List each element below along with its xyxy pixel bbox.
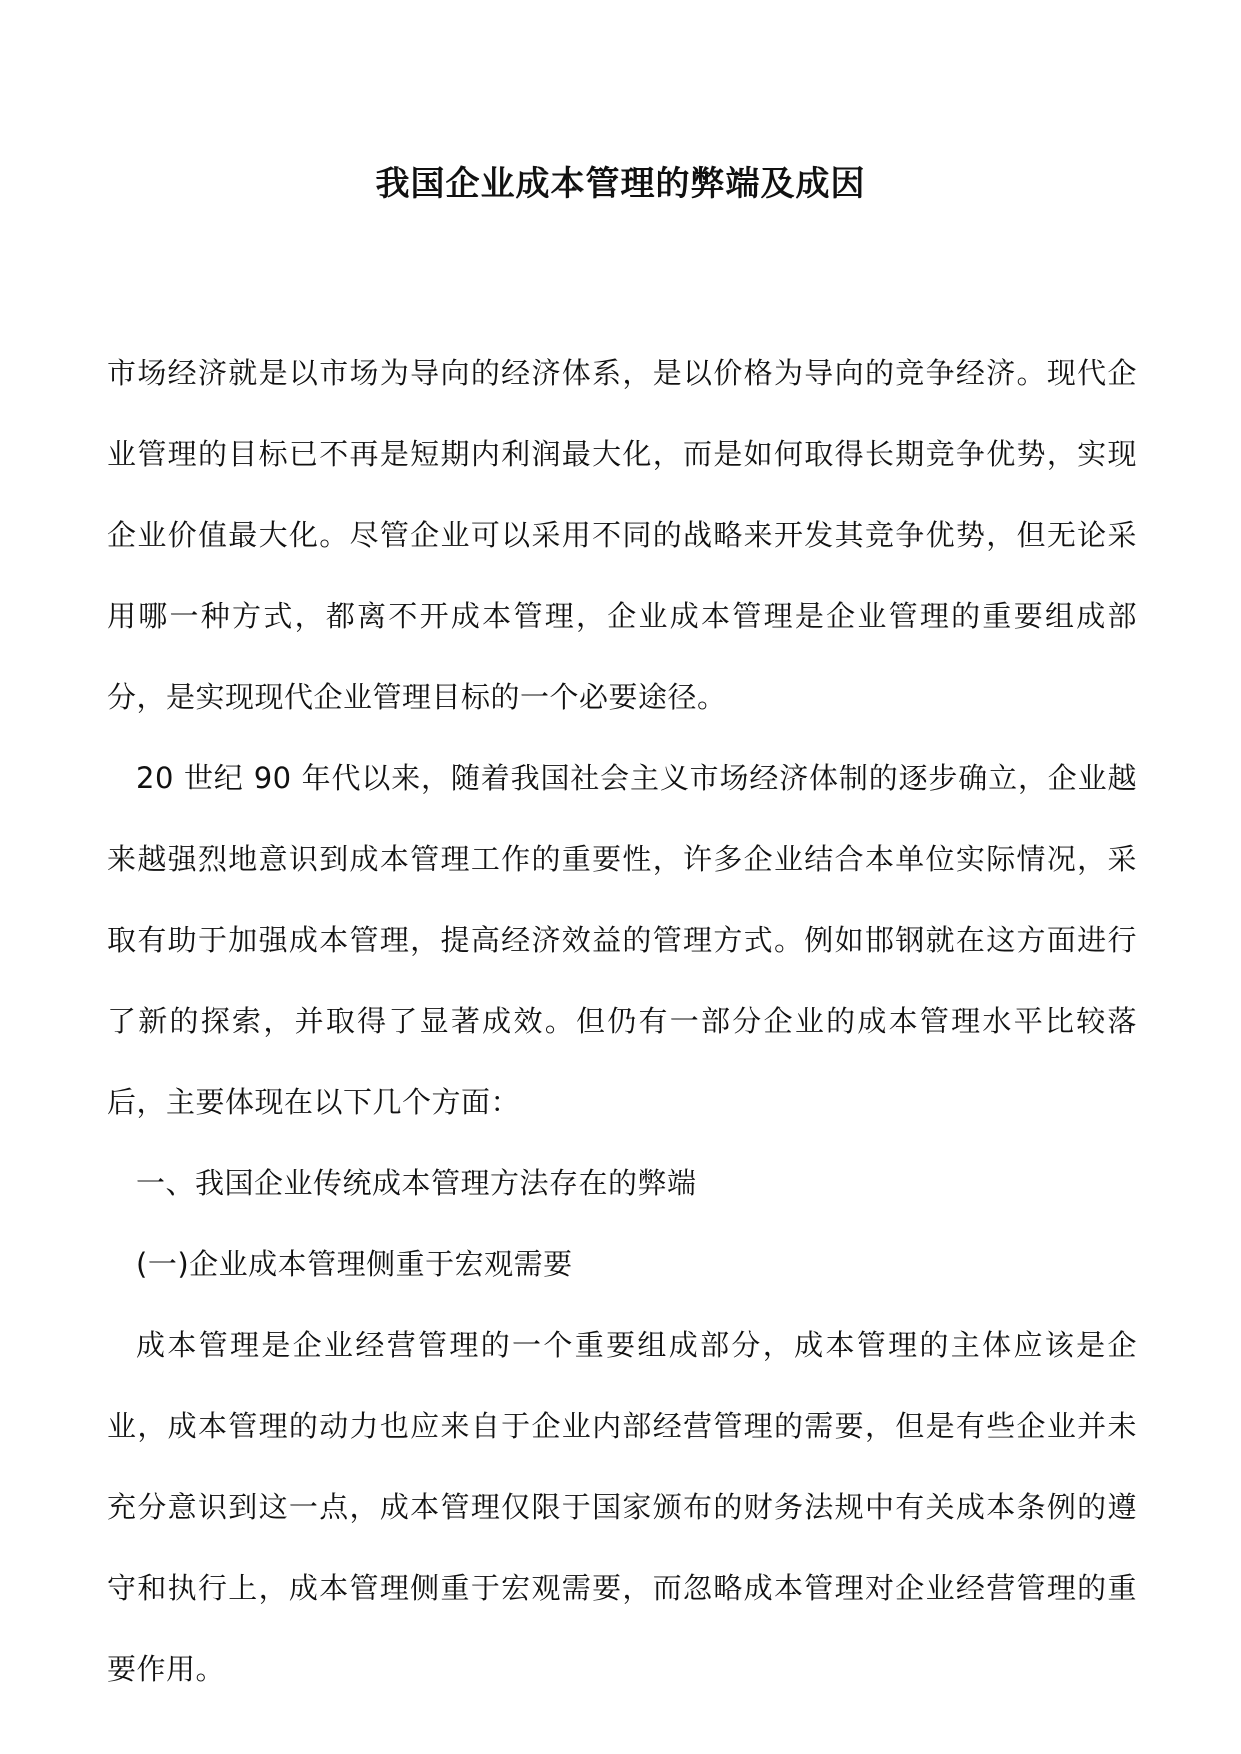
subsection-heading: (一)企业成本管理侧重于宏观需要 (136, 1247, 573, 1281)
document-title: 我国企业成本管理的弊端及成因 (375, 164, 866, 204)
section-heading: 一、我国企业传统成本管理方法存在的弊端 (136, 1166, 697, 1200)
document-body (107, 333, 1137, 1710)
paragraph-cost-management: 成本管理是企业经营管理的一个重要组成部分，成本管理的主体应该是企业，成本管理的动力也应来自于企业内部经营管理的需要，但是有些企业并未充分意识到这一点，成本管理仅限于国家颁布的财务法规中有关成本条例的遵守和执行上，成本管理侧重于宏观需要，而忽略成本管理对企业经营管理的重要作用。 (107, 1328, 1137, 1686)
paragraph-background: 20 世纪 90 年代以来，随着我国社会主义市场经济体制的逐步确立，企业越来越强烈地意识到成本管理工作的重要性，许多企业结合本单位实际情况，采取有助于加强成本管理，提高经济效益的管理方式。例如邯钢就在这方面进行了新的探索，并取得了显著成效。但仍有一部分企业的成本管理水平比较落后，主要体现在以下几个方面： (107, 761, 1137, 1119)
paragraph-intro: 市场经济就是以市场为导向的经济体系，是以价格为导向的竞争经济。现代企业管理的目标已不再是短期内利润最大化，而是如何取得长期竞争优势，实现企业价值最大化。尽管企业可以采用不同的战略来开发其竞争优势，但无论采用哪一种方式，都离不开成本管理，企业成本管理是企业管理的重要组成部分，是实现现代企业管理目标的一个必要途径。 (107, 356, 1137, 714)
